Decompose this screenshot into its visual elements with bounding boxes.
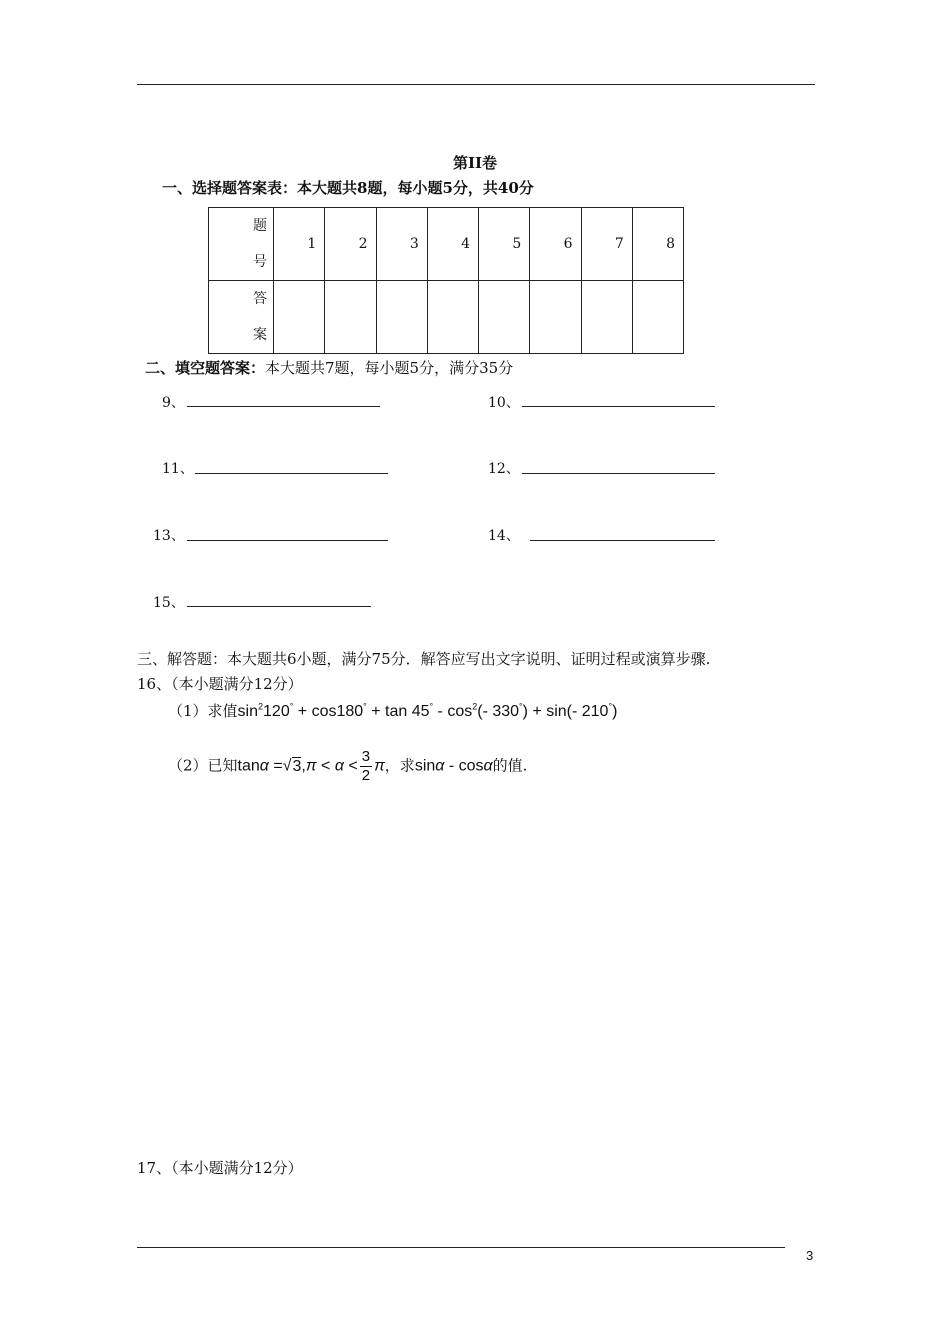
question-16-part1: [168, 700, 617, 721]
part2-target: sinα - cosα: [414, 757, 493, 775]
question-number-cell: 5: [479, 208, 530, 281]
blank-label-11: 11、: [162, 461, 194, 477]
answer-blank-10[interactable]: [522, 406, 715, 407]
question-16-title: 16、（本小题满分12分）: [137, 675, 303, 693]
answer-cell[interactable]: [581, 281, 632, 354]
answer-blank-15[interactable]: [187, 606, 371, 607]
answer-cell[interactable]: [427, 281, 478, 354]
section3-heading: 三、解答题：本大题共6小题，满分75分．解答应写出文字说明、证明过程或演算步骤.: [137, 650, 711, 668]
blank-label-12: 12、: [488, 461, 520, 477]
question-16-part2: [168, 748, 527, 785]
page-title: 第II卷: [452, 154, 498, 172]
blank-label-14: 14、: [488, 528, 520, 544]
blank-label-10: 10、: [488, 395, 520, 411]
pi-symbol: π: [374, 757, 385, 775]
answer-blank-9[interactable]: [187, 406, 380, 407]
header-rule: [137, 84, 815, 85]
question-17-title: 17、（本小题满分12分）: [137, 1159, 303, 1177]
answer-cell[interactable]: [376, 281, 427, 354]
section2-heading-rest: 本大题共7题，每小题5分，满分35分: [265, 359, 514, 377]
row-label-char: 号: [253, 254, 267, 270]
row-label-number: [209, 208, 274, 281]
answer-table: [208, 207, 684, 354]
row-label-answer: [209, 281, 274, 354]
fraction-three-halves: $\frac{3}{2}$: [361, 748, 371, 784]
part2-condition: tanα =√3,π < α <: [237, 757, 358, 775]
answer-blank-13[interactable]: [187, 540, 388, 541]
question-number-cell: 1: [274, 208, 325, 281]
section2-heading: [145, 357, 513, 378]
section2-heading-bold: 二、填空题答案：: [145, 359, 266, 377]
answer-blank-14[interactable]: [530, 540, 715, 541]
question-number-cell: 2: [325, 208, 376, 281]
blank-label-13: 13、: [153, 528, 185, 544]
answer-blank-11[interactable]: [195, 473, 388, 474]
blank-label-9: 9、: [162, 395, 185, 411]
part1-prefix: （1）求值: [168, 702, 238, 720]
question-number-cell: 8: [632, 208, 683, 281]
section1-heading: 一、选择题答案表：本大题共8题，每小题5分，共40分: [162, 179, 534, 197]
answer-cell[interactable]: [632, 281, 683, 354]
question-number-cell: 3: [376, 208, 427, 281]
answer-cell[interactable]: [325, 281, 376, 354]
part2-mid: ，求: [384, 756, 415, 775]
question-number-cell: 6: [530, 208, 581, 281]
page-number: 3: [806, 1248, 814, 1263]
answer-cell[interactable]: [274, 281, 325, 354]
table-row-numbers: [209, 208, 684, 281]
answer-cell[interactable]: [530, 281, 581, 354]
row-label-char: 题: [253, 218, 267, 234]
footer-rule: [137, 1247, 785, 1248]
blank-label-15: 15、: [153, 595, 185, 611]
table-row-answers: [209, 281, 684, 354]
answer-blank-12[interactable]: [522, 473, 715, 474]
answer-cell[interactable]: [479, 281, 530, 354]
part2-suffix: 的值.: [492, 756, 528, 775]
part1-expression: $\sin^2120^\circ + \cos 180^\circ + \tan 45^\circ - \cos^2(-$ 330°) + sin(- 210°): [237, 701, 618, 720]
question-number-cell: 7: [581, 208, 632, 281]
row-label-char: 答: [253, 291, 267, 307]
part2-prefix: （2）已知: [168, 756, 238, 775]
row-label-char: 案: [253, 327, 267, 343]
question-number-cell: 4: [427, 208, 478, 281]
